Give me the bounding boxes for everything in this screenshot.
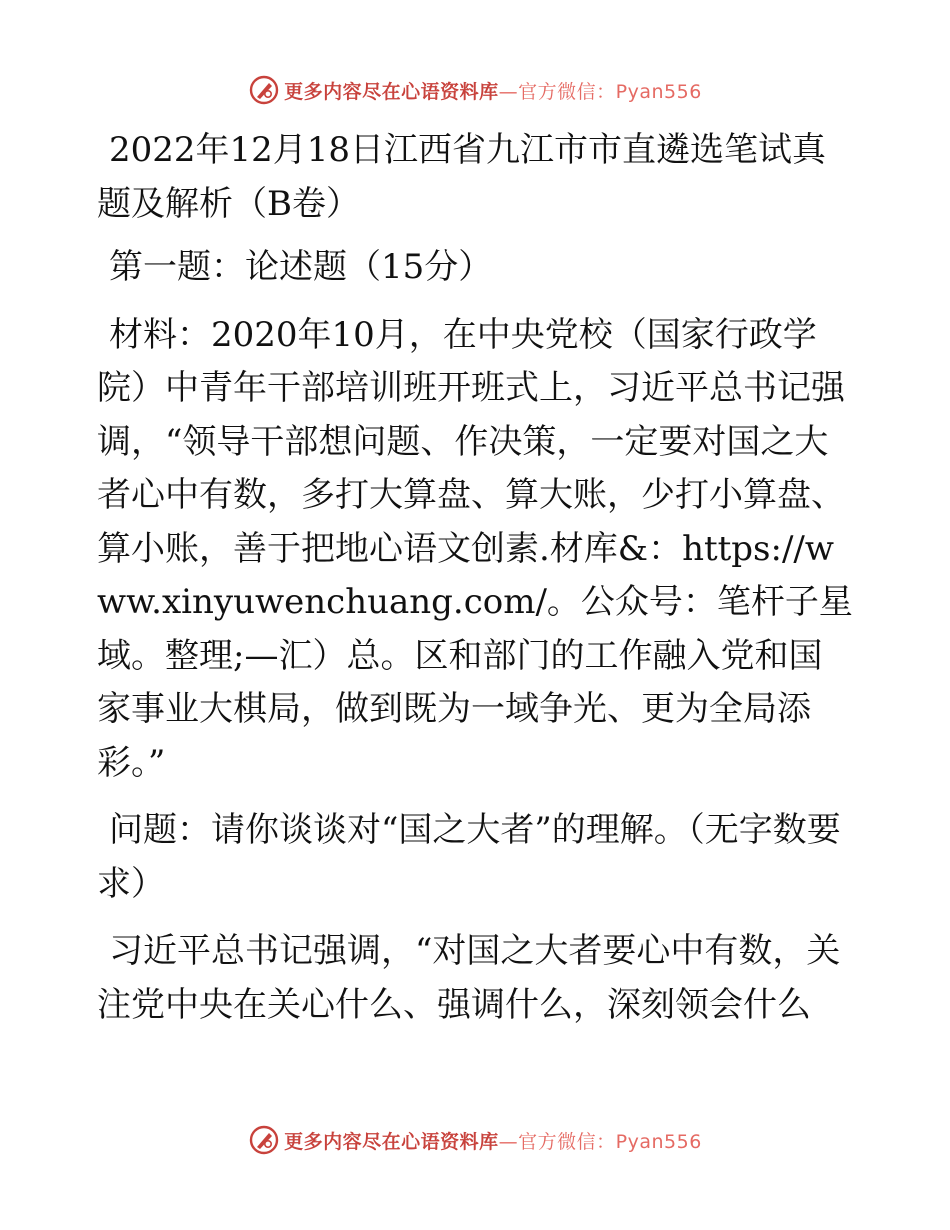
quill-seal-icon (248, 74, 280, 106)
document-body (97, 124, 853, 1032)
section-heading: 第一题：论述题（15分） (109, 247, 493, 287)
question-paragraph: 问题：请你谈谈对“国之大者”的理解。（无字数要求） (97, 810, 841, 904)
material-paragraph: 材料：2020年10月，在中央党校（国家行政学院）中青年干部培训班开班式上，习近平总书记强调，“领导干部想问题、作决策，一定要对国之大者心中有数，多打大算盘、算大账，少打小算盘、算小账，善于把地心语文创素.材库&：https://www.xinyuwenchuang.com/。公众号：笔杆子星域。整理;—汇）总。区和部门的工作融入党和国家事业大棋局，做到既为一域争光、更为全局添彩。” (97, 314, 853, 783)
quill-seal-icon (248, 1124, 280, 1156)
watermark-text: 更多内容尽在心语资料库—官方微信：Pyan556 (284, 1130, 702, 1153)
answer-paragraph: 习近平总书记强调，“对国之大者要心中有数，关注党中央在关心什么、强调什么，深刻领会什么 (97, 931, 841, 1025)
watermark-banner-bottom (0, 1120, 950, 1160)
watermark-text: 更多内容尽在心语资料库—官方微信：Pyan556 (284, 80, 702, 103)
document-title: 2022年12月18日江西省九江市市直遴选笔试真题及解析（B卷） (97, 130, 827, 224)
watermark-banner-top (0, 70, 950, 110)
